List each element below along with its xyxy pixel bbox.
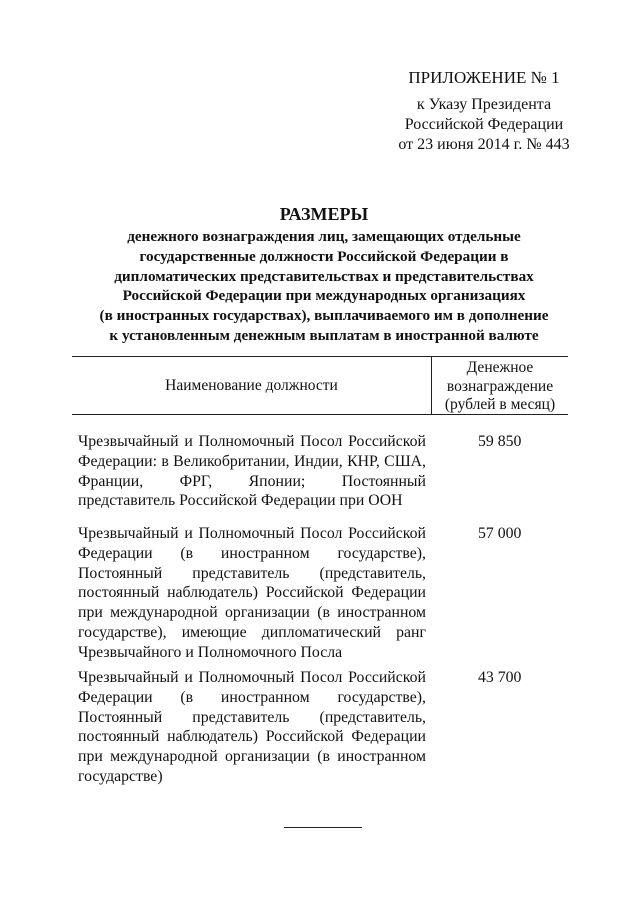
annex-reference-line: к Указу Президента [416, 96, 552, 113]
column-header-amount [432, 359, 568, 415]
annex-reference-line: Российской Федерации [404, 116, 564, 133]
position-name: Чрезвычайный и Полномочный Посол Российской Федерации (в иностранном государстве), Постоянный представитель (представитель, постоянный наблюдатель) Российской Федерации при международной организации (в иностранном государстве) [78, 669, 426, 785]
annex-date-line: от 23 июня 2014 г. № 443 [398, 136, 570, 153]
amount-value: 43 700 [478, 669, 522, 686]
column-header-amount-line: Денежное [466, 359, 534, 376]
column-header-position: Наименование должности [165, 377, 338, 394]
table-row [78, 668, 522, 787]
heading-line: государственные должности Российской Федерации в [139, 247, 509, 265]
document-heading [40, 203, 608, 346]
column-header-amount-line: (рублей в месяц) [444, 396, 556, 413]
heading-line: дипломатических представительствах и представительствах [114, 267, 534, 285]
annex-title: ПРИЛОЖЕНИЕ № 1 [408, 68, 560, 87]
end-of-document-rule [284, 827, 362, 828]
position-name: Чрезвычайный и Полномочный Посол Российской Федерации: в Великобритании, Индии, КНР, США, Франции, ФРГ, Японии; Постоянный представитель Российской Федерации при ООН [78, 433, 426, 510]
annex-block [384, 68, 584, 155]
table-row [78, 432, 522, 511]
table-row [78, 524, 522, 663]
amount-value: 57 000 [478, 525, 522, 542]
heading-line: Российской Федерации при международных организациях [122, 287, 526, 305]
heading-line: (в иностранных государствах), выплачиваемого им в дополнение [99, 307, 549, 325]
heading-line: денежного вознаграждения лиц, замещающих отдельные [127, 228, 521, 245]
amount-value: 59 850 [478, 433, 522, 450]
heading-line: к установленным денежным выплатам в иностранной валюте [109, 326, 539, 344]
document-title: РАЗМЕРЫ [279, 204, 369, 224]
position-name: Чрезвычайный и Полномочный Посол Российской Федерации (в иностранном государстве), Постоянный представитель (представитель, постоянный наблюдатель) Российской Федерации при международной организации (в иностранном государстве), имеющие дипломатический ранг Чрезвычайного и Полномочного Посла [78, 525, 426, 661]
table-top-rule [72, 356, 568, 357]
column-header-amount-line: вознаграждение [446, 377, 554, 395]
